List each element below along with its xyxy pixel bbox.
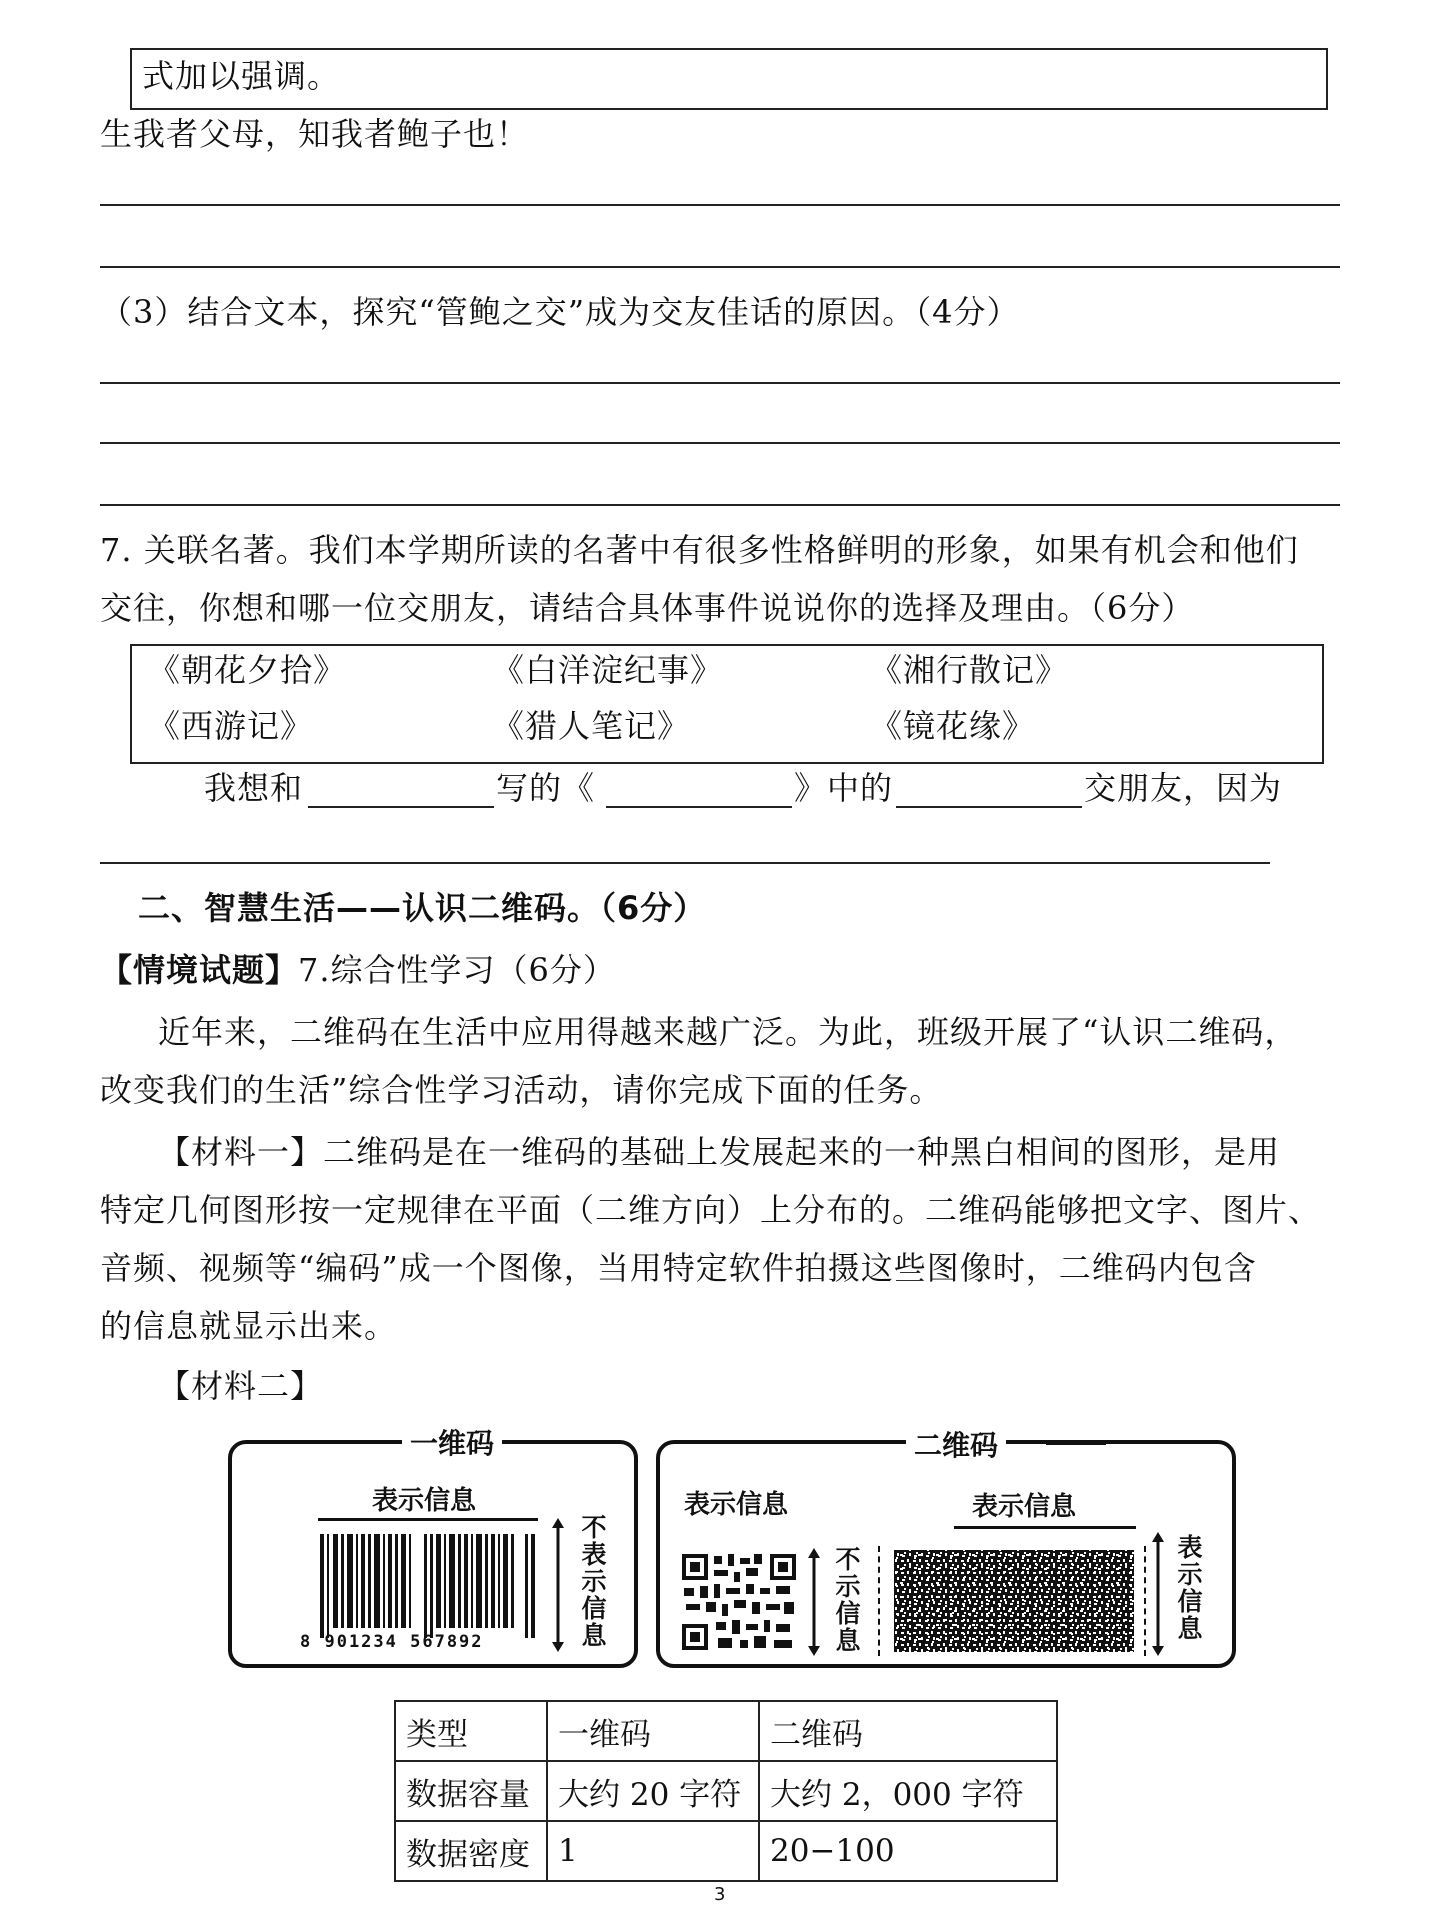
qr-large-side-label: 表示信息 (1174, 1534, 1203, 1642)
qr-large-right-edge (1138, 1546, 1146, 1656)
book-title: 《西游记》 (148, 707, 314, 745)
material-1-line: 音频、视频等“编码”成一个图像，当用特定软件拍摄这些图像时，二维码内包含 (100, 1249, 1257, 1287)
comparison-table (394, 1700, 1058, 1882)
barcode-label: 表示信息 (372, 1486, 477, 1516)
double-arrow-icon (550, 1518, 566, 1652)
qr-small-image (680, 1552, 798, 1652)
fill-text-c: 》中的 (794, 769, 894, 807)
qr-large-label-underline (954, 1526, 1136, 1529)
table-cell: 类型 (395, 1701, 547, 1761)
barcode-digits: 8 901234 567892 (300, 1632, 484, 1652)
qr-large-height-arrow (1150, 1532, 1166, 1656)
table-cell: 一维码 (547, 1701, 759, 1761)
top-box-text: 式加以强调。 (142, 57, 341, 95)
barcode-height-arrow (550, 1518, 566, 1652)
material-1-line: 【材料一】二维码是在一维码的基础上发展起来的一种黑白相间的图形，是用 (158, 1133, 1281, 1171)
barcode-side-label: 不表示信息 (578, 1514, 607, 1649)
table-cell: 数据容量 (395, 1761, 547, 1821)
question-7-line1: 7. 关联名著。我们本学期所读的名著中有很多性格鲜明的形象，如果有机会和他们 (100, 531, 1299, 569)
blank-character[interactable] (896, 806, 1082, 808)
question-3: （3）结合文本，探究“管鲍之交”成为交友佳话的原因。（4分） (100, 293, 1020, 331)
answer-line[interactable] (100, 504, 1340, 506)
intro-line: 改变我们的生活”综合性学习活动，请你完成下面的任务。 (100, 1071, 943, 1109)
quote-line: 生我者父母，知我者鲍子也！ (100, 115, 530, 153)
table-cell: 二维码 (759, 1701, 1057, 1761)
double-arrow-icon (806, 1548, 822, 1656)
table-cell: 1 (547, 1821, 759, 1881)
qr-small-side-label: 不示信息 (832, 1546, 861, 1654)
book-title: 《镜花缘》 (870, 707, 1036, 745)
table-row (395, 1821, 1057, 1881)
blank-author[interactable] (308, 806, 494, 808)
table-row (395, 1761, 1057, 1821)
qr-small-label: 表示信息 (684, 1490, 789, 1520)
answer-line[interactable] (100, 382, 1340, 384)
table-cell: 大约 20 字符 (547, 1761, 759, 1821)
book-title: 《白洋淀纪事》 (492, 651, 724, 689)
qr-large-label: 表示信息 (972, 1492, 1077, 1522)
book-title: 《朝花夕拾》 (148, 651, 347, 689)
book-title: 《猎人笔记》 (492, 707, 691, 745)
title-dash (1046, 1442, 1106, 1445)
qr-small-height-arrow (806, 1548, 822, 1656)
blank-book[interactable] (606, 806, 792, 808)
table-row (395, 1701, 1057, 1761)
table-cell: 20−100 (759, 1821, 1057, 1881)
question-7-line2: 交往，你想和哪一位交朋友，请结合具体事件说说你的选择及理由。（6分） (100, 589, 1195, 627)
qr-large-left-edge (878, 1546, 886, 1656)
dense-qr-code-icon (888, 1546, 1138, 1656)
book-title: 《湘行散记》 (870, 651, 1069, 689)
double-arrow-icon (1150, 1532, 1166, 1656)
page-number: 3 (714, 1884, 726, 1905)
answer-line[interactable] (100, 266, 1340, 268)
table-cell: 大约 2，000 字符 (759, 1761, 1057, 1821)
fill-text-d: 交朋友，因为 (1084, 769, 1283, 807)
scenario-line (100, 950, 616, 990)
material-2-label: 【材料二】 (158, 1367, 324, 1405)
fill-text-a: 我想和 (204, 769, 304, 807)
qr-large-image (888, 1546, 1138, 1656)
answer-line[interactable] (100, 204, 1340, 206)
scenario-tag: 【情境试题】 (100, 951, 299, 989)
qrcode-figure-title: 二维码 (906, 1424, 1006, 1464)
table-cell: 数据密度 (395, 1821, 547, 1881)
material-1-line: 的信息就显示出来。 (100, 1307, 398, 1345)
barcode-figure-title: 一维码 (402, 1422, 502, 1462)
intro-line: 近年来，二维码在生活中应用得越来越广泛。为此，班级开展了“认识二维码， (158, 1013, 1298, 1051)
section-2-heading: 二、智慧生活——认识二维码。（6分） (138, 889, 707, 927)
answer-line[interactable] (100, 862, 1270, 864)
qr-code-icon (680, 1552, 798, 1652)
fill-text-b: 写的《 (496, 769, 596, 807)
barcode-label-underline (318, 1518, 538, 1521)
answer-line[interactable] (100, 442, 1340, 444)
scenario-rest: 7.综合性学习（6分） (298, 951, 616, 989)
material-1-line: 特定几何图形按一定规律在平面（二维方向）上分布的。二维码能够把文字、图片、 (100, 1191, 1322, 1229)
